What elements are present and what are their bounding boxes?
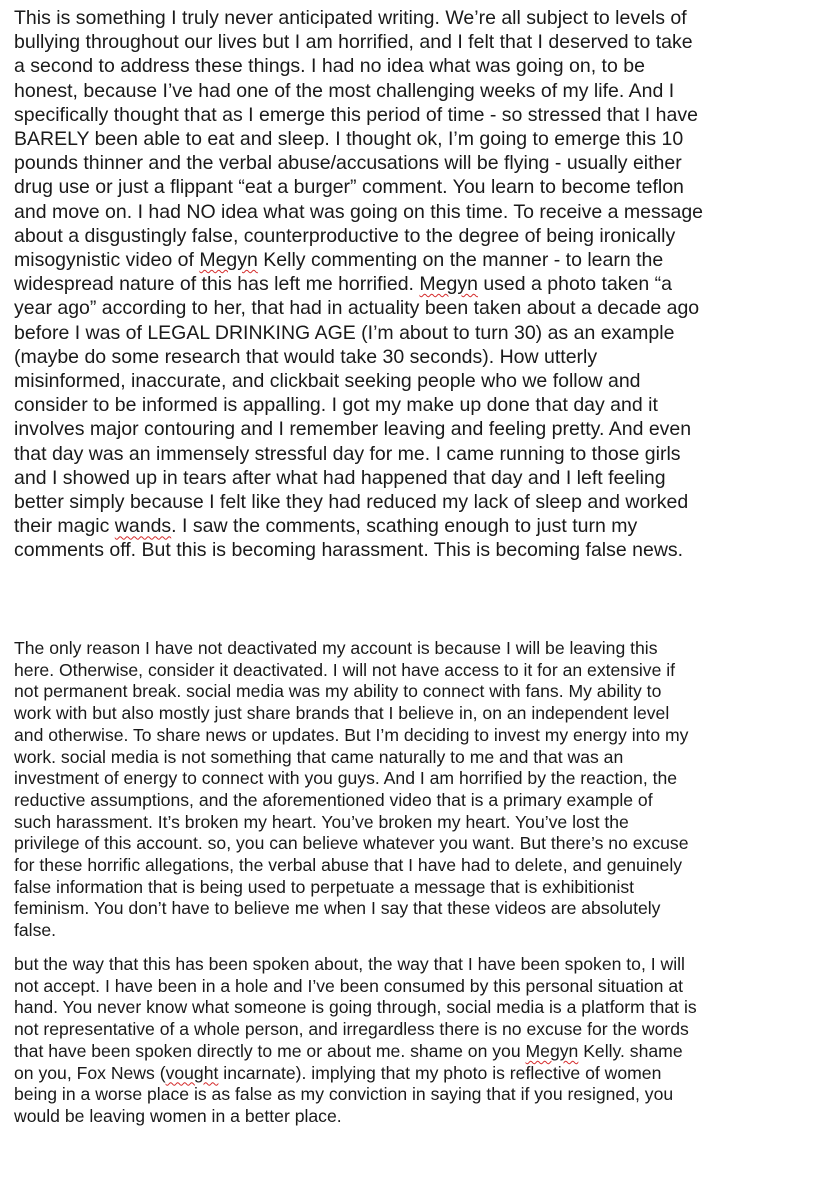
text-segment: that have been spoken directly to me or about me. shame on you — [14, 1040, 526, 1061]
text-line: not permanent break. social media was my ability to connect with fans. My ability to — [14, 681, 662, 702]
text-segment: incarnate). implying that my photo is reflective of women — [218, 1062, 662, 1083]
text-line: but the way that this has been spoken about, the way that I have been spoken to, I will — [14, 954, 685, 974]
spellcheck-flagged-word: wands — [114, 515, 172, 538]
text-segment: widespread nature of this has left me horrified. — [14, 273, 420, 296]
text-line: not representative of a whole person, and irregardless there is no excuse for the words — [14, 1019, 689, 1040]
text-segment: Kelly. shame — [578, 1040, 683, 1061]
text-line: (maybe do some research that would take 30 seconds). How utterly — [14, 345, 598, 368]
text-segment: misogynistic video of — [14, 249, 200, 272]
text-line: not accept. I have been in a hole and I’ve been consumed by this personal situation at — [14, 975, 684, 996]
text-line: hand. You never know what someone is going through, social media is a platform that is — [14, 997, 697, 1018]
text-line: about a disgustingly false, counterproductive to the degree of being ironically — [14, 224, 676, 247]
text-line: pounds thinner and the verbal abuse/accusations will be flying - usually either — [14, 152, 682, 175]
text-line: work with but also mostly just share brands that I believe in, on an independent level — [14, 703, 670, 724]
text-line: that day was an immensely stressful day for me. I came running to those girls — [14, 442, 681, 465]
text-line: work. social media is not something that came naturally to me and that was an — [14, 746, 624, 767]
text-line: involves major contouring and I remember leaving and feeling pretty. And even — [14, 418, 692, 441]
spellcheck-flagged-word: vought — [165, 1062, 219, 1083]
text-line: reductive assumptions, and the aforementioned video that is a primary example of — [14, 789, 653, 810]
paragraph-2 — [14, 638, 829, 942]
text-line: and move on. I had NO idea what was going on this time. To receive a message — [14, 200, 704, 223]
text-line: The only reason I have not deactivated my account is because I will be leaving this — [14, 638, 658, 658]
text-line: drug use or just a flippant “eat a burger” comment. You learn to become teflon — [14, 176, 684, 199]
text-segment: on you, Fox News ( — [14, 1062, 166, 1083]
text-line — [14, 248, 829, 272]
text-line: misinformed, inaccurate, and clickbait seeking people who we follow and — [14, 370, 641, 393]
text-line: BARELY been able to eat and sleep. I thought ok, I’m going to emerge this 10 — [14, 128, 684, 151]
text-line: feminism. You don’t have to believe me when I say that these videos are absolutely — [14, 898, 661, 919]
text-line: being in a worse place is as false as my conviction in saying that if you resigned, you — [14, 1084, 674, 1105]
text-line: such harassment. It’s broken my heart. You’ve broken my heart. You’ve lost the — [14, 811, 629, 832]
text-line — [14, 514, 829, 538]
paragraph-1 — [14, 6, 829, 563]
text-line — [14, 272, 829, 296]
text-line: privilege of this account. so, you can believe whatever you want. But there’s no excuse — [14, 833, 689, 854]
text-line: a second to address these things. I had no idea what was going on, to be — [14, 55, 645, 78]
text-line: false information that is being used to perpetuate a message that is exhibitionist — [14, 876, 635, 897]
text-segment: Kelly commenting on the manner - to learn the — [257, 249, 664, 272]
text-line: better simply because I felt like they had reduced my lack of sleep and worked — [14, 491, 689, 514]
text-line — [14, 1041, 829, 1063]
text-line: before I was of LEGAL DRINKING AGE (I’m about to turn 30) as an example — [14, 321, 675, 344]
text-line: bullying throughout our lives but I am horrified, and I felt that I deserved to take — [14, 31, 693, 54]
text-line: and otherwise. To share news or updates. But I’m deciding to invest my energy into my — [14, 724, 689, 745]
spellcheck-flagged-word: Megyn — [199, 249, 258, 272]
text-segment: . I saw the comments, scathing enough to just turn my — [171, 515, 638, 538]
text-line: and I showed up in tears after what had happened that day and I left feeling — [14, 466, 666, 489]
text-line: investment of energy to connect with you guys. And I am horrified by the reaction, the — [14, 768, 678, 789]
text-line: honest, because I’ve had one of the most challenging weeks of my life. And I — [14, 79, 675, 102]
text-line: here. Otherwise, consider it deactivated. I will not have access to it for an extensive if — [14, 659, 676, 680]
text-line: for these horrific allegations, the verbal abuse that I have had to delete, and genuinely — [14, 855, 683, 876]
text-line: would be leaving women in a better place. — [14, 1105, 342, 1126]
text-line: This is something I truly never anticipated writing. We’re all subject to levels of — [14, 7, 687, 29]
spellcheck-flagged-word: Megyn — [419, 273, 478, 296]
spellcheck-flagged-word: Megyn — [525, 1040, 579, 1061]
paragraph-3 — [14, 954, 829, 1128]
text-line: false. — [14, 920, 57, 941]
text-line: specifically thought that as I emerge this period of time - so stressed that I have — [14, 103, 698, 126]
text-line — [14, 1063, 829, 1085]
text-line: consider to be informed is appalling. I got my make up done that day and it — [14, 394, 658, 417]
text-line: year ago” according to her, that had in actuality been taken about a decade ago — [14, 297, 700, 320]
text-line: comments off. But this is becoming harassment. This is becoming false news. — [14, 539, 684, 562]
text-segment: their magic — [14, 515, 115, 538]
text-segment: used a photo taken “a — [477, 273, 672, 296]
